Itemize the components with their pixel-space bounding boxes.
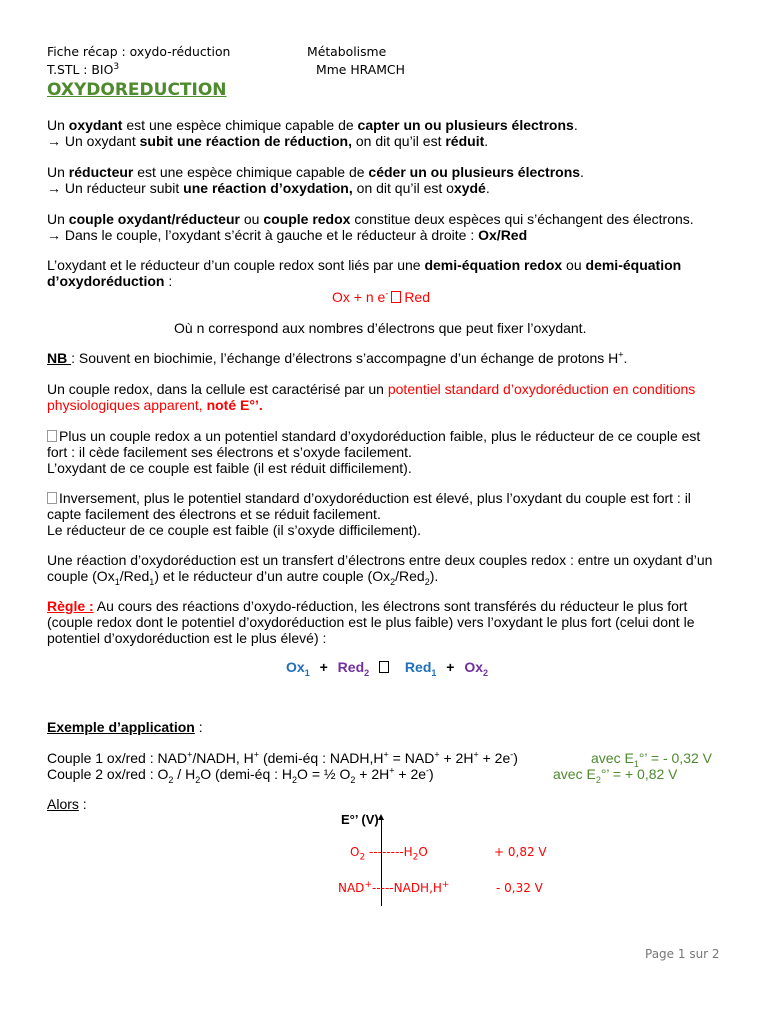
paragraph-potentiel: Un couple redox, dans la cellule est caractérisé par un potentiel standard d’oxydoréduction en conditions physiologiques apparent, noté E°’. — [47, 381, 696, 413]
paragraph-reaction: Une réaction d’oxydoréduction est un transfert d’électrons entre deux couples redox : entre un oxydant d’un couple $(Ox_1/Red_1)$ et le réducteur d’un autre couple $(Ox_2/Red_2)$. — [47, 552, 713, 587]
page-title: OXYDOREDUCTION — [47, 80, 227, 100]
header-course-title: Fiche récap : oxydo-réduction — [47, 44, 231, 59]
bullet-icon — [47, 492, 57, 504]
diagram-value-o2: + 0,82 V — [494, 845, 547, 859]
nb-note: NB : Souvent en biochimie, l’échange d’électrons s’accompagne d’un échange de protons H+. — [47, 349, 628, 366]
example-couple-2: Couple 2 ox/red : $O_2 / H_2O$ (demi-éq : $H_2O$ = ½ $O_2 + 2H^+ + 2e^-$) — [47, 765, 434, 785]
example-heading: Exemple d’application : — [47, 719, 203, 735]
paragraph-potentiel-faible: Plus un couple redox a un potentiel standard d’oxydoréduction faible, plus le réducteur de ce couple est fort : il cède facilement ses électrons et s’oxyde facilement. L’oxydant de ce couple est faible (il est réduit difficilement). — [47, 428, 701, 476]
arrow-glyph-icon — [391, 291, 401, 303]
half-equation: Ox + n e- Red — [332, 288, 430, 305]
arrow-glyph-icon — [379, 661, 389, 673]
example-couple-2-potential: avec $E_2^\circ$’ = + 0,82 V — [553, 766, 678, 785]
paragraph-couple: Un couple oxydant/réducteur ou couple redox constitue deux espèces qui s’échangent des électrons. → Dans le couple, l’oxydant s’écrit à gauche et le réducteur à droite : Ox/Red — [47, 211, 694, 243]
diagram-value-nad: - 0,32 V — [496, 881, 543, 895]
header-teacher: Mme HRAMCH — [316, 62, 405, 77]
diagram-axis-label: E°’ (V) — [341, 812, 379, 827]
bullet-icon — [47, 430, 57, 442]
example-couple-1-potential: avec $E_1^\circ$’ = - 0,32 V — [591, 750, 712, 769]
paragraph-reducteur: Un réducteur est une espèce chimique capable de céder un ou plusieurs électrons. → Un réducteur subit une réaction d’oxydation, on dit qu’il est oxydé. — [47, 164, 584, 196]
half-equation-note: Où n correspond aux nombres d’électrons que peut fixer l’oxydant. — [174, 320, 587, 336]
alors-label: Alors : — [47, 796, 87, 812]
page-number: Page 1 sur 2 — [645, 947, 720, 961]
diagram-couple-nad-nadh: NAD+-----NADH,H+ — [338, 880, 450, 895]
paragraph-potentiel-eleve: Inversement, plus le potentiel standard d’oxydoréduction est élevé, plus l’oxydant du couple est fort : il capte facilement des électrons et se réduit facilement. Le réducteur de ce couple est faible (il s’oxyde difficilement). — [47, 490, 691, 538]
paragraph-oxydant: Un oxydant est une espèce chimique capable de capter un ou plusieurs électrons. → Un oxydant subit une réaction de réduction, on dit qu’il est réduit. — [47, 117, 578, 149]
redox-reaction-equation: $Ox_1 + Red_2$ $Red_1 + Ox_2$ — [286, 659, 489, 678]
diagram-couple-o2-h2o: $O_2$ $--------H_2O$ — [350, 845, 428, 863]
header-subject: Métabolisme — [307, 44, 387, 59]
paragraph-regle: Règle : Au cours des réactions d’oxydo-réduction, les électrons sont transférés du réducteur le plus fort (couple redox dont le potentiel d’oxydoréduction est le plus faible) vers l’oxydant le plus fort (celui dont le potentiel d’oxydoréduction est le plus élevé) : — [47, 598, 695, 646]
header-class: T.STL : BIO$^3$ — [47, 61, 120, 77]
paragraph-demi-equation: L’oxydant et le réducteur d’un couple redox sont liés par une demi-équation redox ou demi-équation d’oxydoréduction : — [47, 257, 682, 289]
example-couple-1: Couple 1 ox/red : NAD+/NADH, H+ (demi-éq : NADH,H+ = NAD+ + 2H+ + 2e-) — [47, 749, 518, 766]
